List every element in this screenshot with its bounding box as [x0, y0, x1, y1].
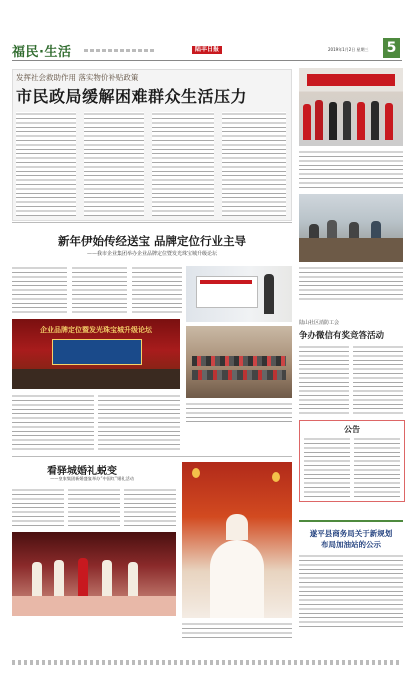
ceremony-caption: [299, 150, 403, 190]
feature-body-col4: [12, 394, 94, 450]
activity-body-col2: [353, 345, 403, 415]
stage-photo: [12, 532, 176, 616]
notice-title: 公告: [344, 425, 360, 434]
page-number: 5: [383, 38, 400, 58]
activity-headline: 争办微信有奖竞答活动: [299, 331, 385, 341]
feature-body-col1: [12, 266, 67, 314]
feature-body-col3: [132, 266, 182, 314]
business-body: [299, 554, 403, 630]
section-title: 福民·生活: [12, 45, 72, 60]
feature-body-col5: [98, 394, 180, 450]
wedding-subhead: ——皇家集团新婚盛宴举办“中国红”婚礼活动: [50, 476, 134, 481]
notice-box: [299, 420, 405, 502]
feature-body-col2: [72, 266, 127, 314]
activity-article: [299, 305, 403, 415]
wedding-body-col1: [12, 488, 64, 528]
activity-body-col1: [299, 345, 349, 415]
activity-small-title: 陆山社区消防工会: [299, 320, 340, 326]
wedding-article: [12, 456, 292, 656]
lead-article: [12, 69, 292, 221]
lead-body-col2: [84, 112, 144, 216]
forum-banner: [12, 319, 180, 389]
lead-body-col3: [152, 112, 214, 216]
wedding-captions: [182, 622, 292, 638]
business-notice: [299, 520, 403, 632]
masthead-rule: [12, 60, 402, 61]
notice-body-col2: [354, 437, 400, 497]
feature-headline: 新年伊始传经送宝 品牌定位行业主导: [57, 234, 246, 248]
audience-photo: [186, 326, 292, 398]
notice-body-col1: [304, 437, 350, 497]
bride-photo: [182, 462, 292, 618]
business-headline-2: 布局加油站的公示: [321, 540, 381, 549]
feature-article: [12, 222, 292, 452]
lead-headline: 市民政局缓解困难群众生活压力: [16, 87, 248, 106]
masthead-slogan: [84, 49, 154, 52]
lead-body-col1: [16, 112, 76, 216]
wedding-body-col3: [124, 488, 176, 528]
lead-kicker: 发挥社会救助作用 落实物价补贴政策: [16, 73, 139, 82]
meeting-caption: [299, 266, 403, 300]
feature-subhead: ——我市企业集团举办企业品牌定位暨发光珠宝城升级论坛: [86, 251, 217, 257]
masthead: [12, 38, 402, 68]
forum-banner-text: 企业品牌定位暨发光珠宝城升级论坛: [40, 326, 152, 334]
footer-pattern: [12, 660, 402, 665]
presentation-photo: [186, 266, 292, 322]
masthead-date: 2019年1月2日 星期三: [328, 47, 369, 52]
lead-body-col4: [222, 112, 286, 216]
wedding-body-col2: [68, 488, 120, 528]
business-headline-1: 遂平县商务局关于新规划: [309, 529, 393, 538]
meeting-photo: [299, 194, 403, 262]
ceremony-photo: [299, 68, 403, 146]
feature-photo-captions: [186, 402, 292, 422]
wedding-headline: 看驿城婚礼蜕变: [47, 466, 117, 477]
masthead-logo: 陆丰日报: [192, 46, 222, 54]
